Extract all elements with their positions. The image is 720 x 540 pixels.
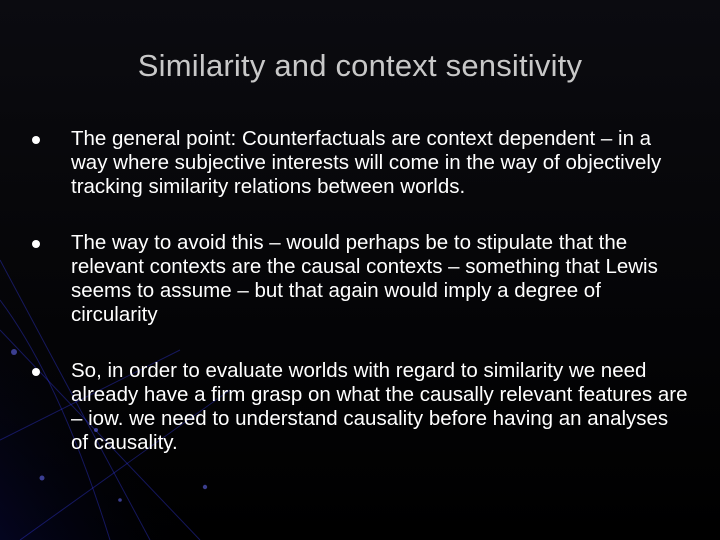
slide-title: Similarity and context sensitivity	[137, 48, 583, 83]
bullet-text: The way to avoid this – would perhaps be to stipulate that the relevant contexts are the causal contexts – something that Lewis seems to assume – but that again would imply a degree of circularity	[71, 231, 658, 326]
bullet-item	[30, 127, 690, 199]
bullet-list	[30, 127, 690, 487]
bullet-item	[30, 231, 690, 327]
bullet-dot-icon	[32, 368, 40, 376]
bullet-dot-icon	[32, 136, 40, 144]
bullet-text: So, in order to evaluate worlds with regard to similarity we need already have a firm grasp on what the causally relevant features are – iow. we need to understand causality before having an analyses of causality.	[71, 359, 688, 454]
bullet-text: The general point: Counterfactuals are context dependent – in a way where subjective interests will come in the way of objectively tracking similarity relations between worlds.	[71, 127, 662, 198]
bullet-dot-icon	[32, 240, 40, 248]
bullet-item	[30, 359, 690, 455]
